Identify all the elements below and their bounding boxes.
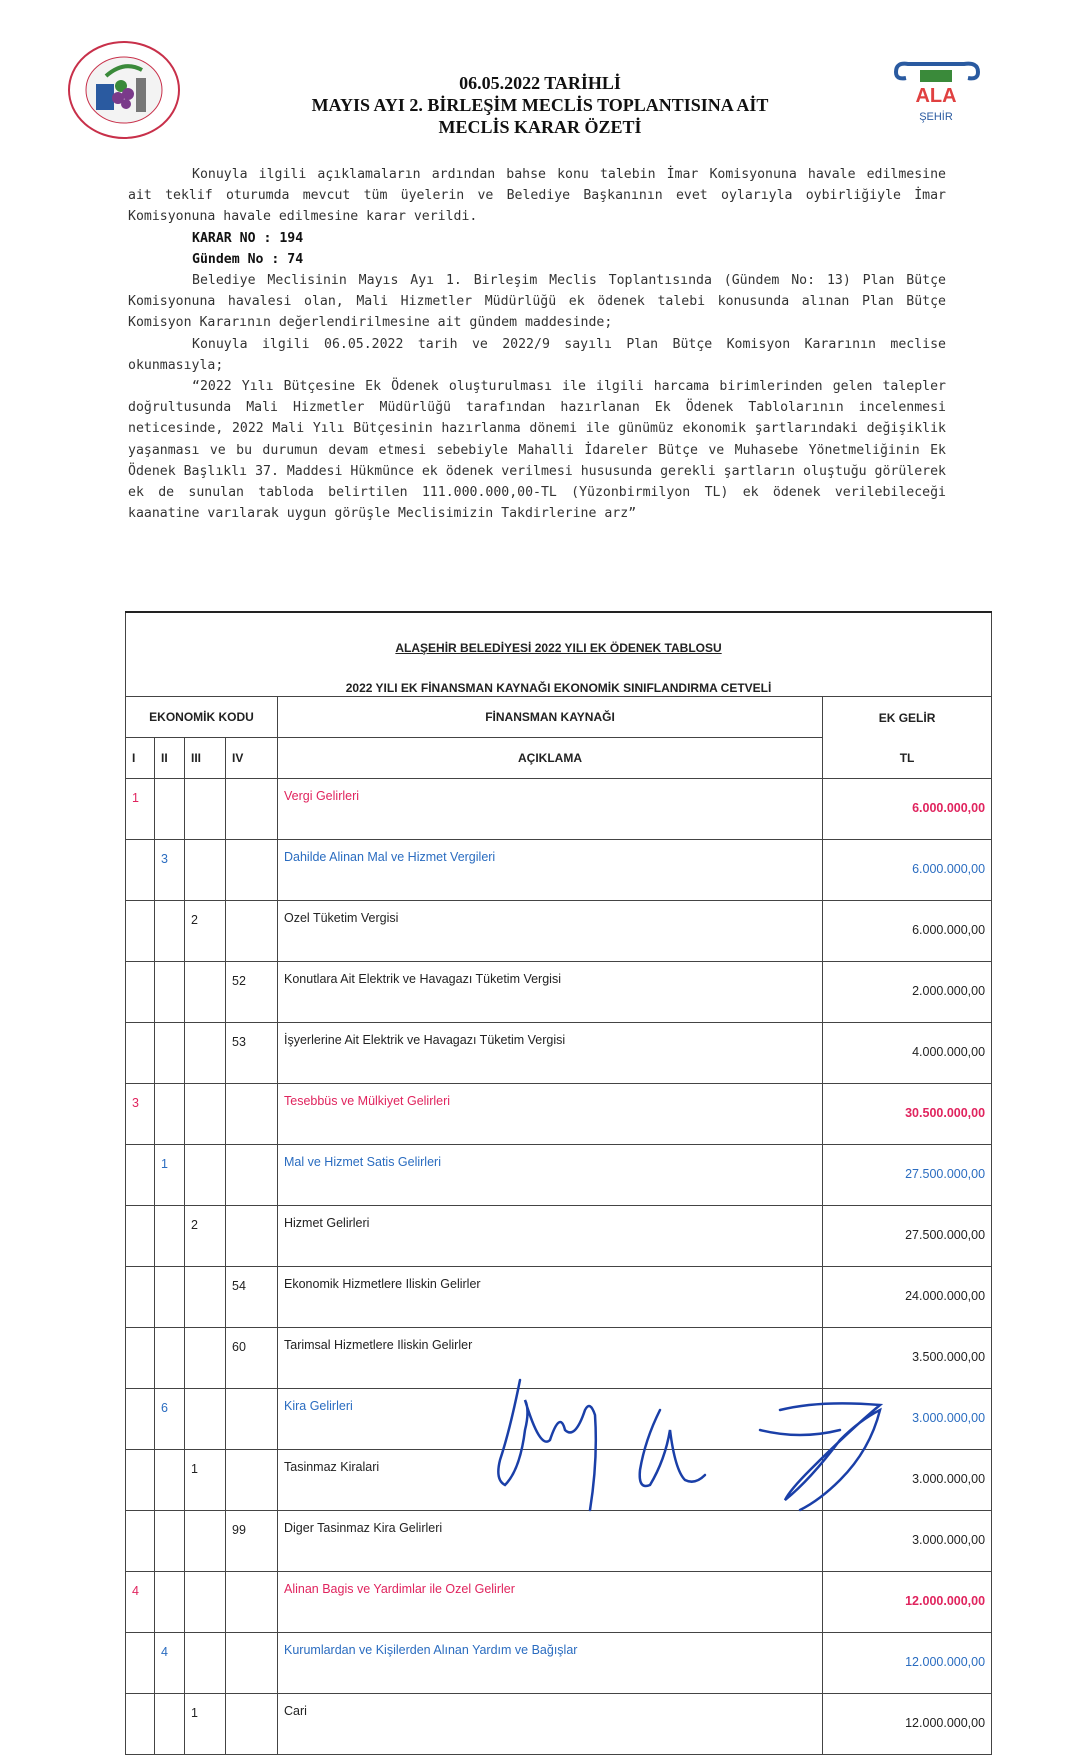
table-row bbox=[126, 1572, 992, 1633]
row-amount: 4.000.000,00 bbox=[823, 1023, 992, 1084]
table-row bbox=[126, 1267, 992, 1328]
code-level-iii bbox=[185, 1023, 226, 1084]
header-ekonomik-kodu: EKONOMİK KODU bbox=[126, 697, 278, 738]
row-description: Hizmet Gelirleri bbox=[278, 1206, 823, 1267]
row-amount: 12.000.000,00 bbox=[823, 1633, 992, 1694]
row-description: Dahilde Alinan Mal ve Hizmet Vergileri bbox=[278, 840, 823, 901]
row-description: Tasinmaz Kiralari bbox=[278, 1450, 823, 1511]
code-level-i bbox=[126, 962, 155, 1023]
table-subtitle: 2022 YILI EK FİNANSMAN KAYNAĞI EKONOMİK SINIFLANDIRMA CETVELİ bbox=[345, 681, 772, 695]
code-level-iii: 2 bbox=[185, 1206, 226, 1267]
row-description: Tesebbüs ve Mülkiyet Gelirleri bbox=[278, 1084, 823, 1145]
table-row bbox=[126, 1206, 992, 1267]
code-level-i bbox=[126, 1145, 155, 1206]
header-level-iv: IV bbox=[226, 738, 278, 779]
code-level-ii: 3 bbox=[155, 840, 185, 901]
header-session: MAYIS AYI 2. BİRLEŞİM MECLİS TOPLANTISINA AİT bbox=[311, 95, 769, 115]
code-level-iii bbox=[185, 840, 226, 901]
code-level-iii bbox=[185, 1145, 226, 1206]
code-level-iv bbox=[226, 840, 278, 901]
code-level-iv: 99 bbox=[226, 1511, 278, 1572]
code-level-iii bbox=[185, 1389, 226, 1450]
code-level-i: 4 bbox=[126, 1572, 155, 1633]
code-level-iv bbox=[226, 1694, 278, 1755]
code-level-i bbox=[126, 1633, 155, 1694]
code-level-iv bbox=[226, 1389, 278, 1450]
code-level-iv bbox=[226, 779, 278, 840]
code-level-i bbox=[126, 1023, 155, 1084]
header-ek-gelir bbox=[823, 697, 992, 779]
header-level-iii: III bbox=[185, 738, 226, 779]
code-level-ii bbox=[155, 1206, 185, 1267]
code-level-i: 3 bbox=[126, 1084, 155, 1145]
row-amount: 30.500.000,00 bbox=[823, 1084, 992, 1145]
header-tl-label: TL bbox=[899, 750, 915, 765]
row-description: Ozel Tüketim Vergisi bbox=[278, 901, 823, 962]
code-level-iv bbox=[226, 1572, 278, 1633]
row-description: Alinan Bagis ve Yardimlar ile Ozel Gelirler bbox=[278, 1572, 823, 1633]
table-row bbox=[126, 901, 992, 962]
table-title-cell bbox=[126, 612, 992, 697]
code-level-ii bbox=[155, 901, 185, 962]
document-header bbox=[180, 72, 900, 138]
code-level-iv bbox=[226, 1450, 278, 1511]
code-level-ii bbox=[155, 1572, 185, 1633]
code-level-iii: 1 bbox=[185, 1694, 226, 1755]
ek-odenek-table-wrapper bbox=[125, 611, 991, 1755]
code-level-ii bbox=[155, 962, 185, 1023]
code-level-iii bbox=[185, 1572, 226, 1633]
ek-odenek-table bbox=[125, 611, 992, 1755]
table-row bbox=[126, 1694, 992, 1755]
row-amount: 3.000.000,00 bbox=[823, 1450, 992, 1511]
row-amount: 6.000.000,00 bbox=[823, 840, 992, 901]
paragraph-3: Konuyla ilgili 06.05.2022 tarih ve 2022/9 sayılı Plan Bütçe Komisyon Kararının meclise okunmasıyla; bbox=[128, 336, 946, 373]
row-amount: 6.000.000,00 bbox=[823, 779, 992, 840]
logo-ala-text: ALA bbox=[915, 85, 957, 107]
code-level-iv bbox=[226, 1206, 278, 1267]
code-level-iii: 1 bbox=[185, 1450, 226, 1511]
row-amount: 12.000.000,00 bbox=[823, 1572, 992, 1633]
row-amount: 12.000.000,00 bbox=[823, 1694, 992, 1755]
header-level-ii: II bbox=[155, 738, 185, 779]
paragraph-2: Belediye Meclisinin Mayıs Ayı 1. Birleşim Meclis Toplantısında (Gündem No: 13) Plan Bütçe Komisyonuna havalesi olan, Mali Hizmetler Müdürlüğü ek ödenek talebi konusunda alınan Plan Bütçe Komisyon Kararının değerlendirilmesine ait gündem maddesinde; bbox=[128, 273, 946, 331]
code-level-i bbox=[126, 901, 155, 962]
row-description: İşyerlerine Ait Elektrik ve Havagazı Tüketim Vergisi bbox=[278, 1023, 823, 1084]
code-level-iii bbox=[185, 1267, 226, 1328]
code-level-ii bbox=[155, 1694, 185, 1755]
row-amount: 3.000.000,00 bbox=[823, 1389, 992, 1450]
code-level-ii bbox=[155, 779, 185, 840]
row-amount: 6.000.000,00 bbox=[823, 901, 992, 962]
code-level-i bbox=[126, 1511, 155, 1572]
gundem-no: Gündem No : 74 bbox=[192, 251, 304, 267]
code-level-i bbox=[126, 1450, 155, 1511]
code-level-iv bbox=[226, 1084, 278, 1145]
table-row bbox=[126, 962, 992, 1023]
paragraph-4: “2022 Yılı Bütçesine Ek Ödenek oluşturulması ile ilgili harcama birimlerinden gelen talepler doğrultusunda Mali Hizmetler Müdürlüğü tarafından hazırlanan Ek Ödenek Tablolarının incelenmesi neticesinde, 2022 Mali Yılı Bütçesinin hazırlanma dönemi ile günümüz ekonomik şartlarındaki değişiklik yaşanması ve bu durumun devam etmesi sebebiyle Mahalli İdareler Bütçe ve Muhasebe Yönetmeliğinin Ek Ödenek Başlıklı 37. Maddesi Hükmünce ek ödenek verilmesi hususunda gerekli şartların oluştuğu görülerek ek de sunulan tabloda belirtilen 111.000.000,00-TL (Yüzonbirmilyon TL) ek ödenek verilebileceği kaanatine varılarak uygun görüşle Meclisimizin Takdirlerine arz” bbox=[128, 379, 946, 522]
row-amount: 27.500.000,00 bbox=[823, 1206, 992, 1267]
table-row bbox=[126, 779, 992, 840]
code-level-iii bbox=[185, 1328, 226, 1389]
code-level-i: 1 bbox=[126, 779, 155, 840]
code-level-ii bbox=[155, 1450, 185, 1511]
row-description: Vergi Gelirleri bbox=[278, 779, 823, 840]
table-row bbox=[126, 1633, 992, 1694]
header-date: 06.05.2022 TARİHLİ bbox=[459, 73, 621, 93]
row-description: Tarimsal Hizmetlere Iliskin Gelirler bbox=[278, 1328, 823, 1389]
row-description: Diger Tasinmaz Kira Gelirleri bbox=[278, 1511, 823, 1572]
table-row bbox=[126, 840, 992, 901]
logo-sehir-text: ŞEHİR bbox=[919, 111, 953, 123]
code-level-ii: 6 bbox=[155, 1389, 185, 1450]
code-level-i bbox=[126, 1694, 155, 1755]
alasehir-belediyesi-logo bbox=[66, 40, 182, 140]
code-level-ii bbox=[155, 1267, 185, 1328]
row-amount: 3.500.000,00 bbox=[823, 1328, 992, 1389]
decision-body bbox=[128, 164, 946, 524]
code-level-ii bbox=[155, 1328, 185, 1389]
code-level-iii bbox=[185, 1084, 226, 1145]
code-level-iv: 52 bbox=[226, 962, 278, 1023]
row-amount: 27.500.000,00 bbox=[823, 1145, 992, 1206]
code-level-ii bbox=[155, 1511, 185, 1572]
code-level-iii bbox=[185, 779, 226, 840]
header-level-i: I bbox=[126, 738, 155, 779]
code-level-iii bbox=[185, 1511, 226, 1572]
code-level-iv bbox=[226, 1145, 278, 1206]
code-level-iv: 54 bbox=[226, 1267, 278, 1328]
header-title: MECLİS KARAR ÖZETİ bbox=[438, 117, 642, 137]
table-row bbox=[126, 1145, 992, 1206]
code-level-ii bbox=[155, 1023, 185, 1084]
code-level-iv: 60 bbox=[226, 1328, 278, 1389]
row-description: Kira Gelirleri bbox=[278, 1389, 823, 1450]
paragraph-1: Konuyla ilgili açıklamaların ardından bahse konu talebin İmar Komisyonuna havale edilmesine ait teklif oturumda mevcut tüm üyelerin ve Belediye Başkanının evet oylarıyla oybirliğiyle İmar Komisyonuna havale edilmesine karar verildi. bbox=[128, 167, 946, 225]
code-level-i bbox=[126, 840, 155, 901]
code-level-iv: 53 bbox=[226, 1023, 278, 1084]
row-description: Kurumlardan ve Kişilerden Alınan Yardım ve Bağışlar bbox=[278, 1633, 823, 1694]
code-level-ii bbox=[155, 1084, 185, 1145]
code-level-iv bbox=[226, 1633, 278, 1694]
code-level-i bbox=[126, 1389, 155, 1450]
alasehir-column-logo bbox=[890, 58, 982, 130]
code-level-iii bbox=[185, 1633, 226, 1694]
code-level-iii: 2 bbox=[185, 901, 226, 962]
row-description: Mal ve Hizmet Satis Gelirleri bbox=[278, 1145, 823, 1206]
row-amount: 2.000.000,00 bbox=[823, 962, 992, 1023]
row-amount: 24.000.000,00 bbox=[823, 1267, 992, 1328]
row-description: Ekonomik Hizmetlere Iliskin Gelirler bbox=[278, 1267, 823, 1328]
code-level-ii: 1 bbox=[155, 1145, 185, 1206]
table-row bbox=[126, 1023, 992, 1084]
code-level-i bbox=[126, 1206, 155, 1267]
karar-no: KARAR NO : 194 bbox=[192, 230, 304, 246]
header-ek-gelir-label: EK GELİR bbox=[878, 710, 936, 725]
code-level-iii bbox=[185, 962, 226, 1023]
header-finansman-kaynagi: FİNANSMAN KAYNAĞI bbox=[278, 697, 823, 738]
code-level-iv bbox=[226, 901, 278, 962]
row-description: Cari bbox=[278, 1694, 823, 1755]
code-level-i bbox=[126, 1328, 155, 1389]
row-description: Konutlara Ait Elektrik ve Havagazı Tüketim Vergisi bbox=[278, 962, 823, 1023]
header-aciklama: AÇIKLAMA bbox=[278, 738, 823, 779]
row-amount: 3.000.000,00 bbox=[823, 1511, 992, 1572]
code-level-ii: 4 bbox=[155, 1633, 185, 1694]
table-row bbox=[126, 1084, 992, 1145]
signatures bbox=[480, 1370, 920, 1529]
code-level-i bbox=[126, 1267, 155, 1328]
table-title: ALAŞEHİR BELEDİYESİ 2022 YILI EK ÖDENEK TABLOSU bbox=[395, 641, 722, 655]
